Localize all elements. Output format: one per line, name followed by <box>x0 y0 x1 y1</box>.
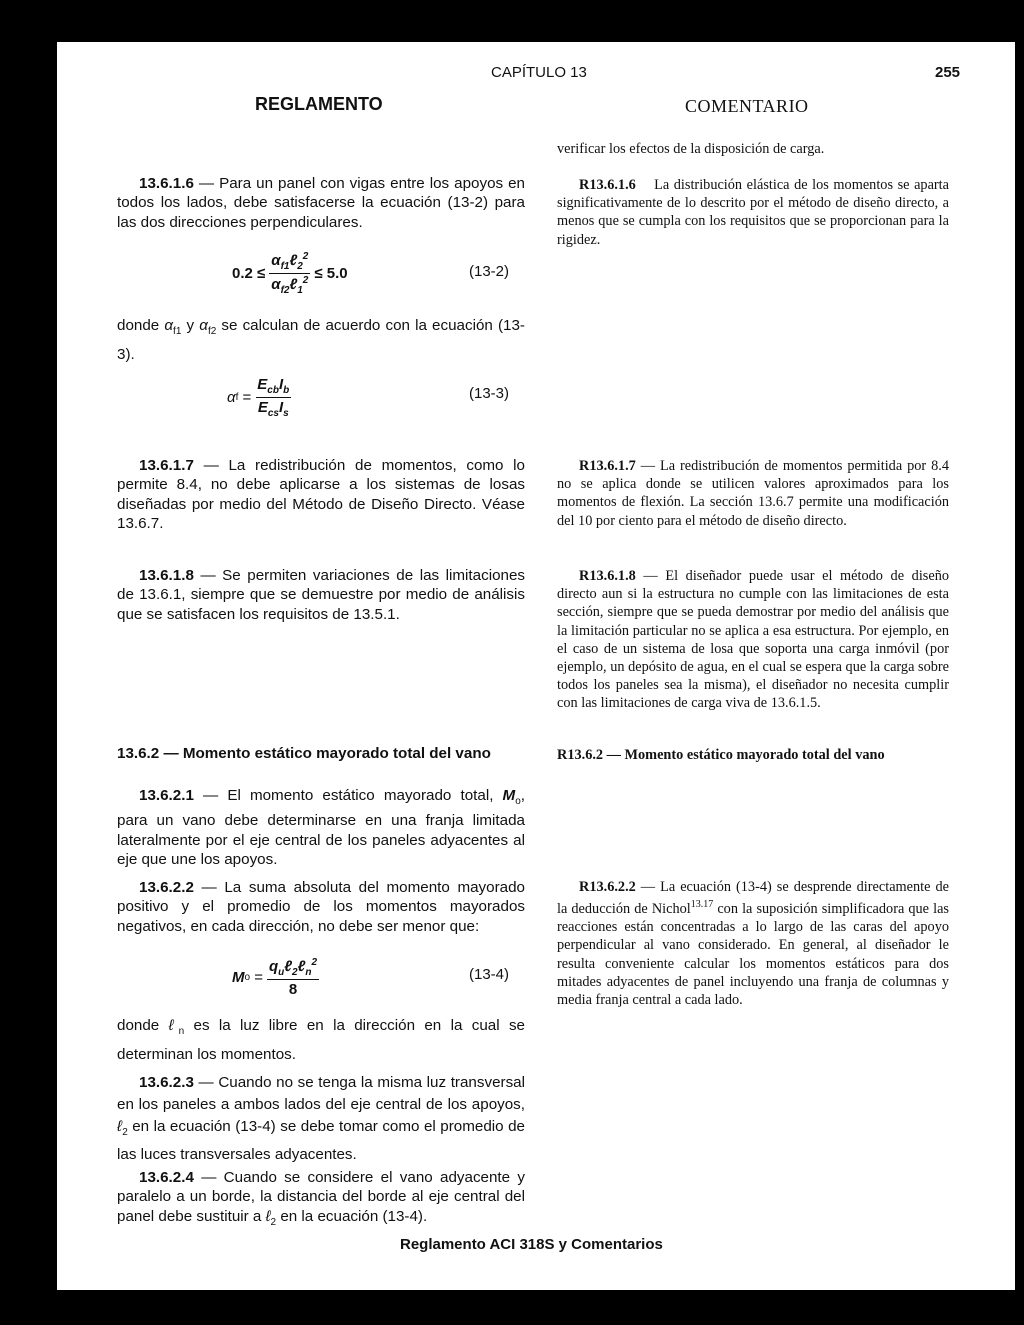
commentary-continuation: verificar los efectos de la disposición de carga. <box>557 141 825 157</box>
equation-fraction: $\frac{q_u\ell_2\ell_n^2}{8}$ <box>269 956 318 998</box>
equation-fraction: $\frac{E_{cb}I_b}{E_{cs}I_s}$ <box>257 375 290 419</box>
document-page <box>57 42 1015 1290</box>
section-13-6-2-2: 13.6.2.2 — La suma absoluta del momento mayorado positivo y el promedio de los momentos mayorados negativos, en cada dirección, no debe ser menor que: <box>117 879 525 935</box>
donde-ln: donde ℓ$_n$ es la luz libre en la dirección en la cual se determinan los momentos. <box>117 1017 525 1064</box>
section-13-6-2-3: 13.6.2.3 — Cuando no se tenga la misma luz transversal en los paneles a ambos lados del eje central de los apoyos, ℓ$_2$ en la ecuación (13-4) se debe tomar como el promedio de las luces transversales adyacentes. <box>117 1074 525 1164</box>
page-number: 255 <box>935 64 961 81</box>
equation-number-13-3: (13-3) <box>469 385 510 402</box>
commentary-R13-6-1-8: R13.6.1.8 — El diseñador puede usar el método de diseño directo aun si la estructura no cumple con las limitaciones de esta sección, siempre que se pueda demostrar por medio del análisis que la limitación particular no se aplica a esa estructura. Por ejemplo, en el caso de un sistema de losa que soporta una carga inmóvil (por ejemplo, un depósito de agua, en el cual se espera que la carga sobre todos los paneles sea la misma), el diseñador no necesita cumplir con las limitaciones de carga viva de 13.6.1.5. <box>557 568 949 712</box>
equation-fraction: $\frac{\alpha_{f1}\ell_2^2}{\alpha_{f2}\ell_1^2}$ <box>271 250 309 296</box>
equation-right-bound: ≤ 5.0 <box>314 264 348 282</box>
section-13-6-1-6 <box>117 174 525 232</box>
equation-number-13-2: (13-2) <box>469 263 510 280</box>
commentary-R13-6-1-7: R13.6.1.7 — La redistribución de momentos permitida por 8.4 no se aplica donde se utilicen valores aproximados para los momentos de flexión. La sección 13.6.7 permite una modificación del 10 por ciento para el método de diseño directo. <box>557 458 949 529</box>
equation-13-3: α f = $\frac{E_{cb}I_b}{E_{cs}I_s}$ <box>227 375 290 419</box>
section-text: — Para un panel con vigas entre los apoyos en todos los lados, debe satisfacerse la ecuación (13-2) para las dos direcciones perpendiculares. <box>117 175 525 231</box>
equation-left-bound: 0.2 ≤ <box>232 264 266 282</box>
column-title-comentario: COMENTARIO <box>685 96 809 116</box>
section-13-6-1-8: 13.6.1.8 — Se permiten variaciones de las limitaciones de 13.6.1, siempre que se demuestre por medio de análisis que se satisfacen los requisitos de 13.5.1. <box>117 567 525 623</box>
donde-alpha: donde $\alpha_{f1}$ y $\alpha_{f2}$ se calculan de acuerdo con la ecuación (13-3). <box>117 317 525 364</box>
equation-13-4: M o = $\frac{q_u\ell_2\ell_n^2}{8}$ <box>232 956 318 998</box>
commentary-heading-R13-6-2: R13.6.2 — Momento estático mayorado total del vano <box>557 747 885 763</box>
section-13-6-1-7: 13.6.1.7 — La redistribución de momentos, como lo permite 8.4, no debe aplicarse a los sistemas de losas diseñadas por medio del Método de Diseño Directo. Véase 13.6.7. <box>117 457 525 532</box>
section-13-6-2-4: 13.6.2.4 — Cuando se considere el vano adyacente y paralelo a un borde, la distancia del borde al eje central del panel debe sustituir a ℓ$_2$ en la ecuación (13-4). <box>117 1169 525 1228</box>
section-13-6-2-1: 13.6.2.1 — El momento estático mayorado total, $M_o$, para un vano debe determinarse en una franja limitada lateralmente por el eje central de los paneles adyacentes al eje que une los apoyos. <box>117 787 525 868</box>
heading-13-6-2: 13.6.2 — Momento estático mayorado total del vano <box>117 745 491 762</box>
equation-13-2 <box>232 245 462 301</box>
chapter-header: CAPÍTULO 13 <box>491 64 587 81</box>
page-footer: Reglamento ACI 318S y Comentarios <box>400 1236 663 1253</box>
commentary-R13-6-2-2: R13.6.2.2 — La ecuación (13-4) se desprende directamente de la deducción de Nichol$^{13.17}$ con la suposición simplificadora que las reacciones están concentradas a lo largo de las caras del apoyo perpendicular al vano considerado. En general, al diseñador le resulta conveniente calcular los momentos estáticos para dos mitades adyacentes de panel incluyendo una franja de columnas y media franja central a cada lado. <box>557 879 949 1008</box>
column-title-reglamento: REGLAMENTO <box>255 94 383 114</box>
commentary-R13-6-1-6: R13.6.1.6 La distribución elástica de los momentos se aparta significativamente de lo descrito por el método de diseño directo, a menos que se cumpla con los requisitos que se proporcionan para la rigidez. <box>557 177 953 248</box>
equation-number-13-4: (13-4) <box>469 966 510 983</box>
section-number: 13.6.1.6 <box>139 175 194 192</box>
